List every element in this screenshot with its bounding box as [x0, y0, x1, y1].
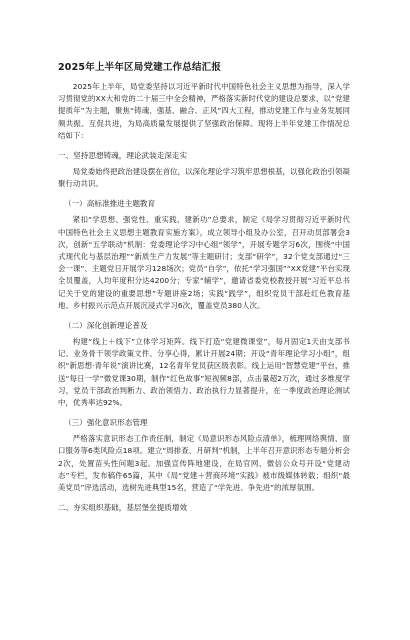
subsection2-paragraph: 构建“线上＋线下”立体学习矩阵。线下打造“党建微课堂”，每月固定1天由支部书记、业务骨干领学政策文件、分享心得，累计开展24期；开设“青年理论学习小组”，组织“新思想·青年说”演讲比赛，12名青年党员获区级表彰。线上运用“智慧党建”平台，推送“每日一学”微党课30期，制作“红色故事”短视频8部，点击量超2万次，通过多维度学习，党员干部政治判断力、政治领悟力、政治执行力显著提升，在一季度政治理论测试中，优秀率达92%。 [58, 337, 350, 408]
subsection2-heading: （二）深化创新理论普及 [64, 321, 148, 331]
section1-heading: 一、坚持思想铸魂，理论武装走深走实 [58, 151, 188, 161]
subsection1-paragraph: 紧扣“学思想、强党性、重实践、建新功”总要求，制定《局学习贯彻习近平新时代中国特色社会主义思想主题教育实施方案》，成立领导小组及办公室，召开动员部署会3次，创新“五学联动”机制：党委理论学习中心组“领学”，开展专题学习6次，围绕“中国式现代化与基层治理”“新质生产力发展”等主题研讨；支部“研学”，32个党支部通过“三会一课”、主题党日开展学习128场次；党员“自学”，依托“学习强国”“XX党建”平台实现全员覆盖，人均年度积分达4200分；专家“辅学”，邀请省委党校教授开展“习近平总书记关于党的建设的重要思想”专题讲座2场；实践“践学”，组织党员干部赴红色教育基地、乡村振兴示范点开展沉浸式学习6次，覆盖党员380人次。 [58, 215, 350, 310]
document-page [0, 60, 410, 640]
subsection1-heading: （一）高标准推进主题教育 [64, 199, 156, 209]
subsection3-paragraph: 严格落实意识形态工作责任制，制定《局意识形态风险点清单》，梳理网络舆情、窗口服务等6类风险点18项。建立“周排查、月研判”机制，上半年召开意识形态专题分析会2次，处置苗头性问题3起。加强宣传阵地建设，在局官网、微信公众号开设“党建动态”专栏，发布稿件65篇，其中《局“党建＋营商环境”实践》被市级媒体转载；组织“最美党员”评选活动，选树先进典型15名，营造了“学先进、争先进”的浓厚氛围。 [58, 434, 350, 493]
subsection3-heading: （三）强化意识形态管理 [64, 418, 148, 428]
document-title: 2025年上半年区局党建工作总结汇报 [58, 62, 222, 73]
section2-heading: 二、夯实组织基础，基层堡垒提质增效 [58, 503, 188, 513]
section1-intro-paragraph: 局党委始终把政治建设摆在首位，以深化理论学习筑牢思想根基，以强化政治引领凝聚行动共识。 [58, 167, 350, 189]
intro-paragraph: 2025年上半年，局党委坚持以习近平新时代中国特色社会主义思想为指导，深入学习贯彻党的XX大和党的二十届三中全会精神，严格落实新时代党的建设总要求，以“党建提质年”为主题，聚焦“铸魂、强基、融合、正风”四大工程，推动党建工作与业务发展同频共振、互促共进，为局高质量发展提供了坚强政治保障。现将上半年党建工作情况总结如下： [58, 82, 350, 140]
